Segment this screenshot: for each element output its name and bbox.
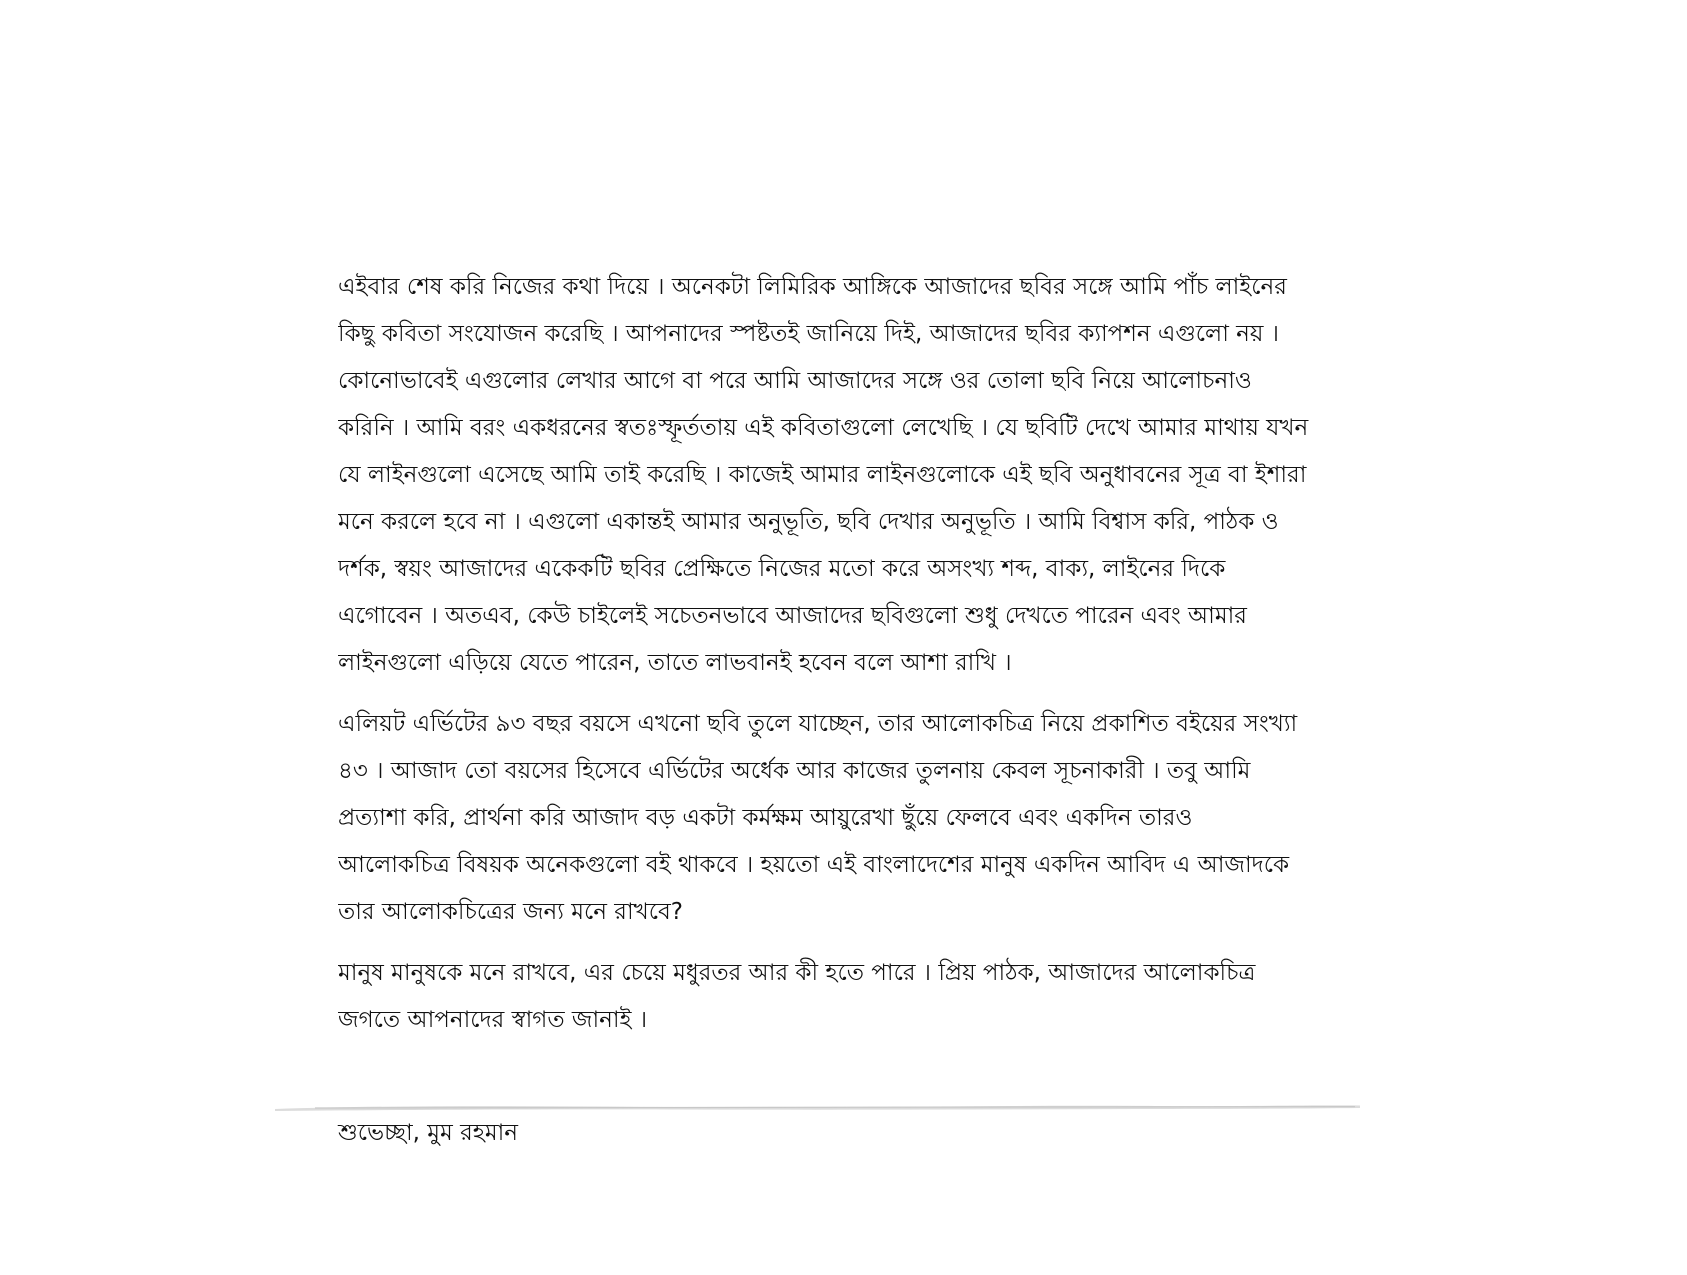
text-line: তার আলোকচিত্রের জন্য মনে রাখবে?: [338, 899, 683, 925]
paragraph-2: [338, 701, 1358, 936]
text-line: যে লাইনগুলো এসেছে আমি তাই করেছি । কাজেই আমার লাইনগুলোকে এই ছবি অনুধাবনের সূত্র বা ইশারা: [338, 462, 1307, 488]
text-line: প্রত্যাশা করি, প্রার্থনা করি আজাদ বড় একটা কর্মক্ষম আয়ুরেখা ছুঁয়ে ফেলবে এবং একদিন তারও: [338, 805, 1193, 831]
text-line: ৪৩ । আজাদ তো বয়সের হিসেবে এর্ভিটের অর্ধেক আর কাজের তুলনায় কেবল সূচনাকারী । তবু আমি: [338, 758, 1251, 784]
text-line: জগতে আপনাদের স্বাগত জানাই ।: [338, 1007, 648, 1033]
text-line: করিনি । আমি বরং একধরনের স্বতঃস্ফূর্ততায় এই কবিতাগুলো লেখেছি । যে ছবিটি দেখে আমার মাথায় যখন: [338, 415, 1309, 441]
text-line: এইবার শেষ করি নিজের কথা দিয়ে । অনেকটা লিমিরিক আঙ্গিকে আজাদের ছবির সঙ্গে আমি পাঁচ লাইনের: [338, 274, 1287, 300]
text-line: দর্শক, স্বয়ং আজাদের একেকটি ছবির প্রেক্ষিতে নিজের মতো করে অসংখ্য শব্দ, বাক্য, লাইনের দিকে: [338, 556, 1226, 582]
paragraph-3: [338, 950, 1358, 1044]
text-line: এগোবেন । অতএব, কেউ চাইলেই সচেতনভাবে আজাদের ছবিগুলো শুধু দেখতে পারেন এবং আমার: [338, 603, 1247, 629]
text-line: কিছু কবিতা সংযোজন করেছি । আপনাদের স্পষ্টতই জানিয়ে দিই, আজাদের ছবির ক্যাপশন এগুলো নয় ।: [338, 321, 1279, 347]
text-line: কোনোভাবেই এগুলোর লেখার আগে বা পরে আমি আজাদের সঙ্গে ওর তোলা ছবি নিয়ে আলোচনাও: [338, 368, 1252, 394]
text-line: মানুষ মানুষকে মনে রাখবে, এর চেয়ে মধুরতর আর কী হতে পারে । প্রিয় পাঠক, আজাদের আলোকচিত্র: [338, 960, 1256, 986]
body-text: [338, 264, 1358, 1044]
paragraph-1: [338, 264, 1358, 687]
text-line: আলোকচিত্র বিষয়ক অনেকগুলো বই থাকবে । হয়তো এই বাংলাদেশের মানুষ একদিন আবিদ এ আজাদকে: [338, 852, 1290, 878]
text-line: মনে করলে হবে না । এগুলো একান্তই আমার অনুভূতি, ছবি দেখার অনুভূতি । আমি বিশ্বাস করি, পাঠক ও: [338, 509, 1279, 535]
text-line: লাইনগুলো এড়িয়ে যেতে পারেন, তাতে লাভবানই হবেন বলে আশা রাখি ।: [338, 650, 1012, 676]
paragraph-gap: [338, 687, 1358, 701]
text-line: এলিয়ট এর্ভিটের ৯৩ বছর বয়সে এখনো ছবি তুলে যাচ্ছেন, তার আলোকচিত্র নিয়ে প্রকাশিত বইয়ের সংখ্যা: [338, 711, 1298, 737]
paragraph-gap: [338, 936, 1358, 950]
signature: শুভেচ্ছা, মুম রহমান: [338, 1120, 519, 1146]
